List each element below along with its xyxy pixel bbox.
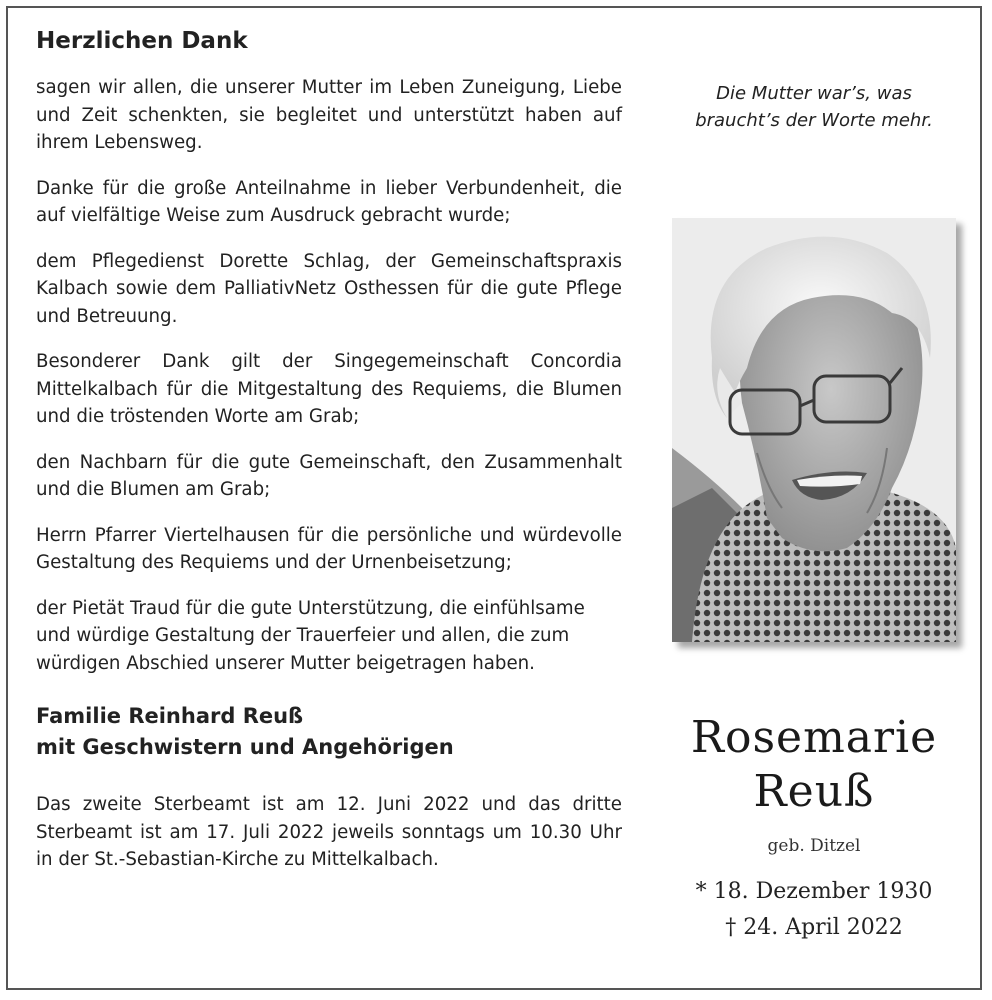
portrait-photo xyxy=(672,218,956,642)
birth-date: * 18. Dezember 1930 xyxy=(695,879,933,904)
death-date: † 24. April 2022 xyxy=(725,915,903,940)
paragraph-6: Herrn Pfarrer Viertelhausen für die persönliche und würdevolle Gestaltung des Requiems und der Urnenbeisetzung; xyxy=(36,524,622,573)
quote-block xyxy=(660,80,968,134)
quote-line-1: Die Mutter war’s, was xyxy=(716,83,912,104)
service-info: Das zweite Sterbeamt ist am 12. Juni 2022 und das dritte Sterbeamt ist am 17. Juli 2022 jeweils sonntags um 10.30 Uhr in der St.-Sebastian-Kirche zu Mittelkalbach. xyxy=(36,794,622,870)
notice-heading: Herzlichen Dank xyxy=(36,28,248,54)
quote-line-2: braucht’s der Worte mehr. xyxy=(695,110,933,131)
signature-family: Familie Reinhard Reuß xyxy=(36,704,304,728)
maiden-name: geb. Ditzel xyxy=(767,836,861,856)
deceased-first-name: Rosemarie xyxy=(690,712,938,763)
paragraph-7: der Pietät Traud für die gute Unterstützung, die einfühlsame und würdige Gestaltung der Trauerfeier und allen, die zum würdigen Abschied unserer Mutter beigetragen haben. xyxy=(36,597,585,674)
paragraph-3: dem Pflegedienst Dorette Schlag, der Gemeinschaftspraxis Kalbach sowie dem PalliativNetz Osthessen für die gute Pflege und Betreuung. xyxy=(36,250,622,327)
deceased-last-name: Reuß xyxy=(753,766,875,817)
paragraph-2: Danke für die große Anteilnahme in lieber Verbundenheit, die auf vielfältige Weise zum Ausdruck gebracht wurde; xyxy=(36,177,622,226)
paragraph-5: den Nachbarn für die gute Gemeinschaft, den Zusammenhalt und die Blumen am Grab; xyxy=(36,451,622,500)
signature-relatives: mit Geschwistern und Angehörigen xyxy=(36,735,454,759)
paragraph-4: Besonderer Dank gilt der Singegemeinschaft Concordia Mittelkalbach für die Mitgestaltung des Requiems, die Blumen und die tröstenden Worte am Grab; xyxy=(36,351,622,427)
signature xyxy=(36,701,622,763)
portrait-photo-icon xyxy=(672,218,956,642)
thank-you-text-column xyxy=(36,28,622,892)
paragraph-1: sagen wir allen, die unserer Mutter im Leben Zuneigung, Liebe und Zeit schenkten, sie begleitet und unterstützt haben auf ihrem Lebensweg. xyxy=(36,77,622,153)
